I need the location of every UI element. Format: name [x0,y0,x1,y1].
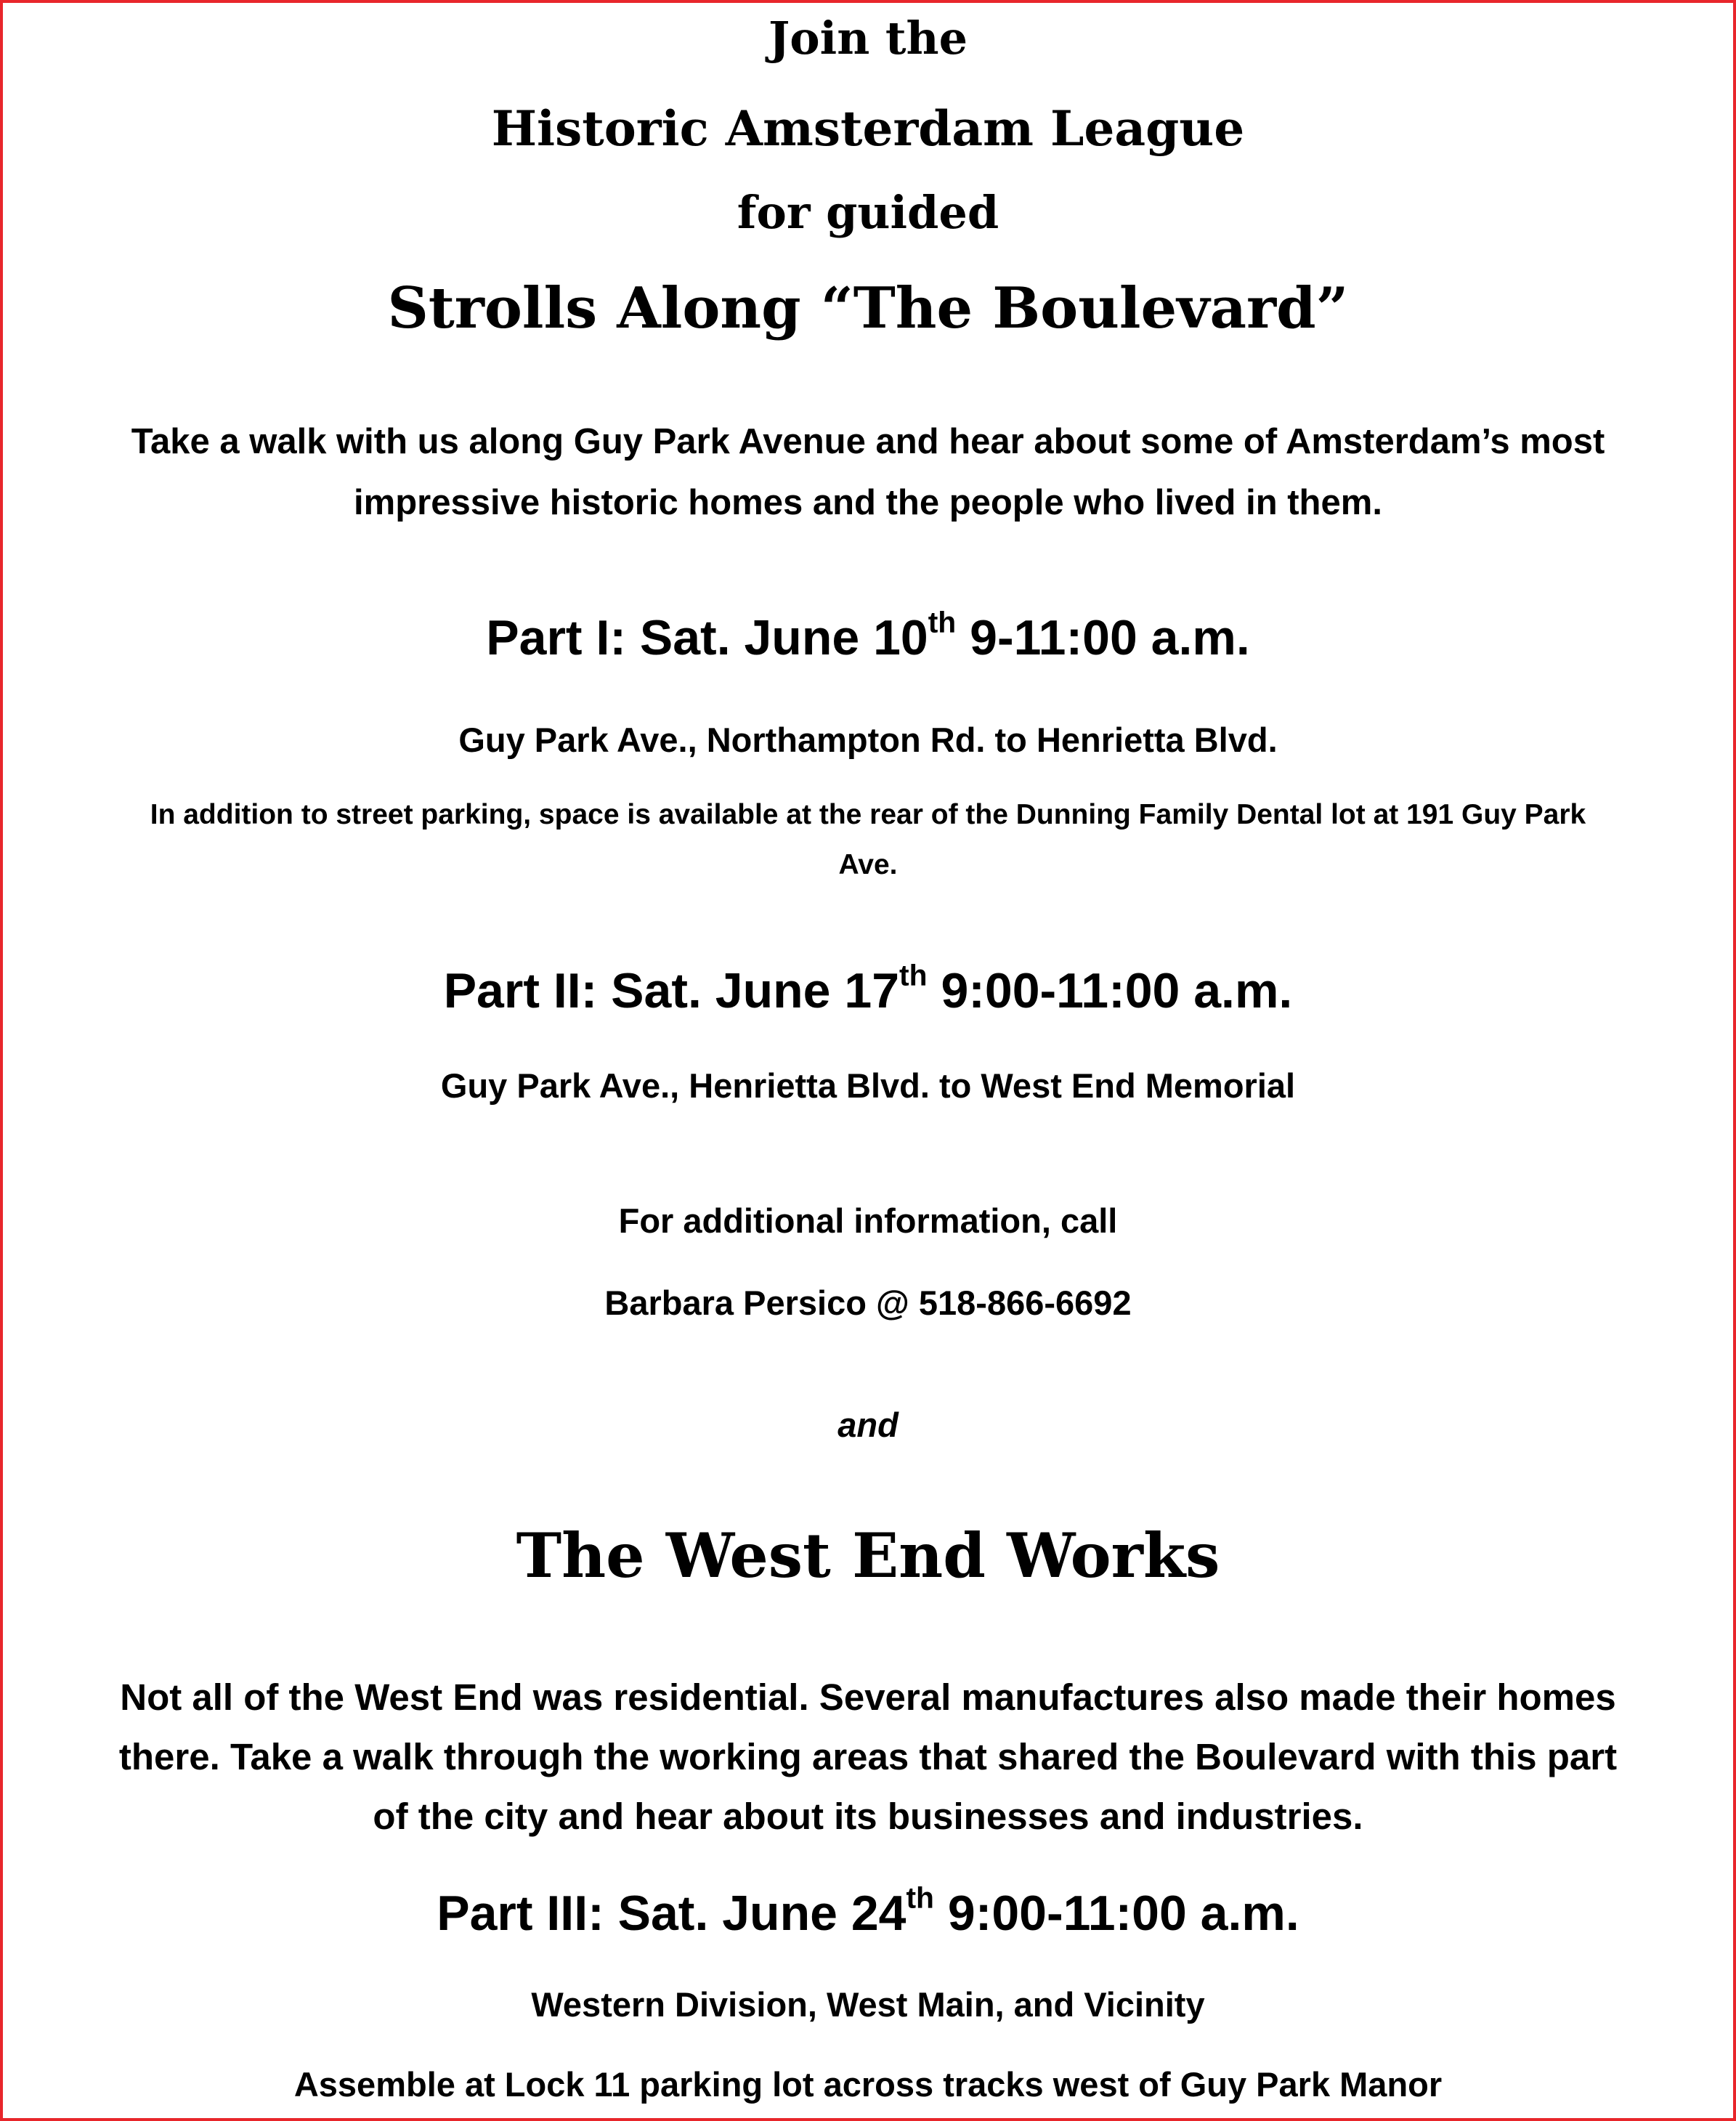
part2-ordinal: th [899,958,928,992]
part1-heading [0,605,1736,665]
contact-phone: Barbara Persico @ 518-866-6692 [604,1283,1132,1322]
part1-date: Part I: Sat. June 10 [486,610,928,665]
header-join-the: Join the [768,12,968,65]
header-organization-name: Historic Amsterdam League [491,100,1245,157]
part1-time: 9-11:00 a.m. [956,610,1250,665]
part1-route: Guy Park Ave., Northampton Rd. to Henrietta Blvd. [458,721,1278,759]
header-for-guided: for guided [737,186,999,239]
part2-heading [0,958,1736,1018]
part1-ordinal: th [928,605,957,639]
section2-desc-line-3: of the city and hear about its businesses and industries. [373,1796,1363,1837]
part2-route: Guy Park Ave., Henrietta Blvd. to West End Memorial [440,1066,1296,1105]
connector-and: and [837,1406,899,1444]
intro-line-1: Take a walk with us along Guy Park Avenue and hear about some of Amsterdam’s most [131,422,1605,461]
contact-line-1: For additional information, call [618,1201,1118,1240]
part2-time: 9:00-11:00 a.m. [927,963,1293,1018]
event-title: Strolls Along “The Boulevard” [387,275,1349,341]
part1-parking-line-2: Ave. [838,849,898,880]
section2-desc-line-1: Not all of the West End was residential. Several manufactures also made their homes [120,1676,1616,1718]
intro-line-2: impressive historic homes and the people who lived in them. [354,483,1382,522]
part3-ordinal: th [906,1881,934,1915]
part2-date: Part II: Sat. June 17 [443,963,900,1018]
part3-assemble: Assemble at Lock 11 parking lot across tracks west of Guy Park Manor [293,2065,1443,2104]
section2-desc-line-2: there. Take a walk through the working areas that shared the Boulevard with this part [118,1736,1618,1777]
part3-route: Western Division, West Main, and Vicinity [531,1985,1205,2024]
part1-parking-line-1: In addition to street parking, space is available at the rear of the Dunning Family Dental lot at 191 Guy Park [150,799,1586,830]
part3-time: 9:00-11:00 a.m. [933,1886,1299,1941]
part3-date: Part III: Sat. June 24 [437,1886,906,1941]
section2-title: The West End Works [516,1520,1220,1591]
part3-heading [0,1881,1736,1941]
